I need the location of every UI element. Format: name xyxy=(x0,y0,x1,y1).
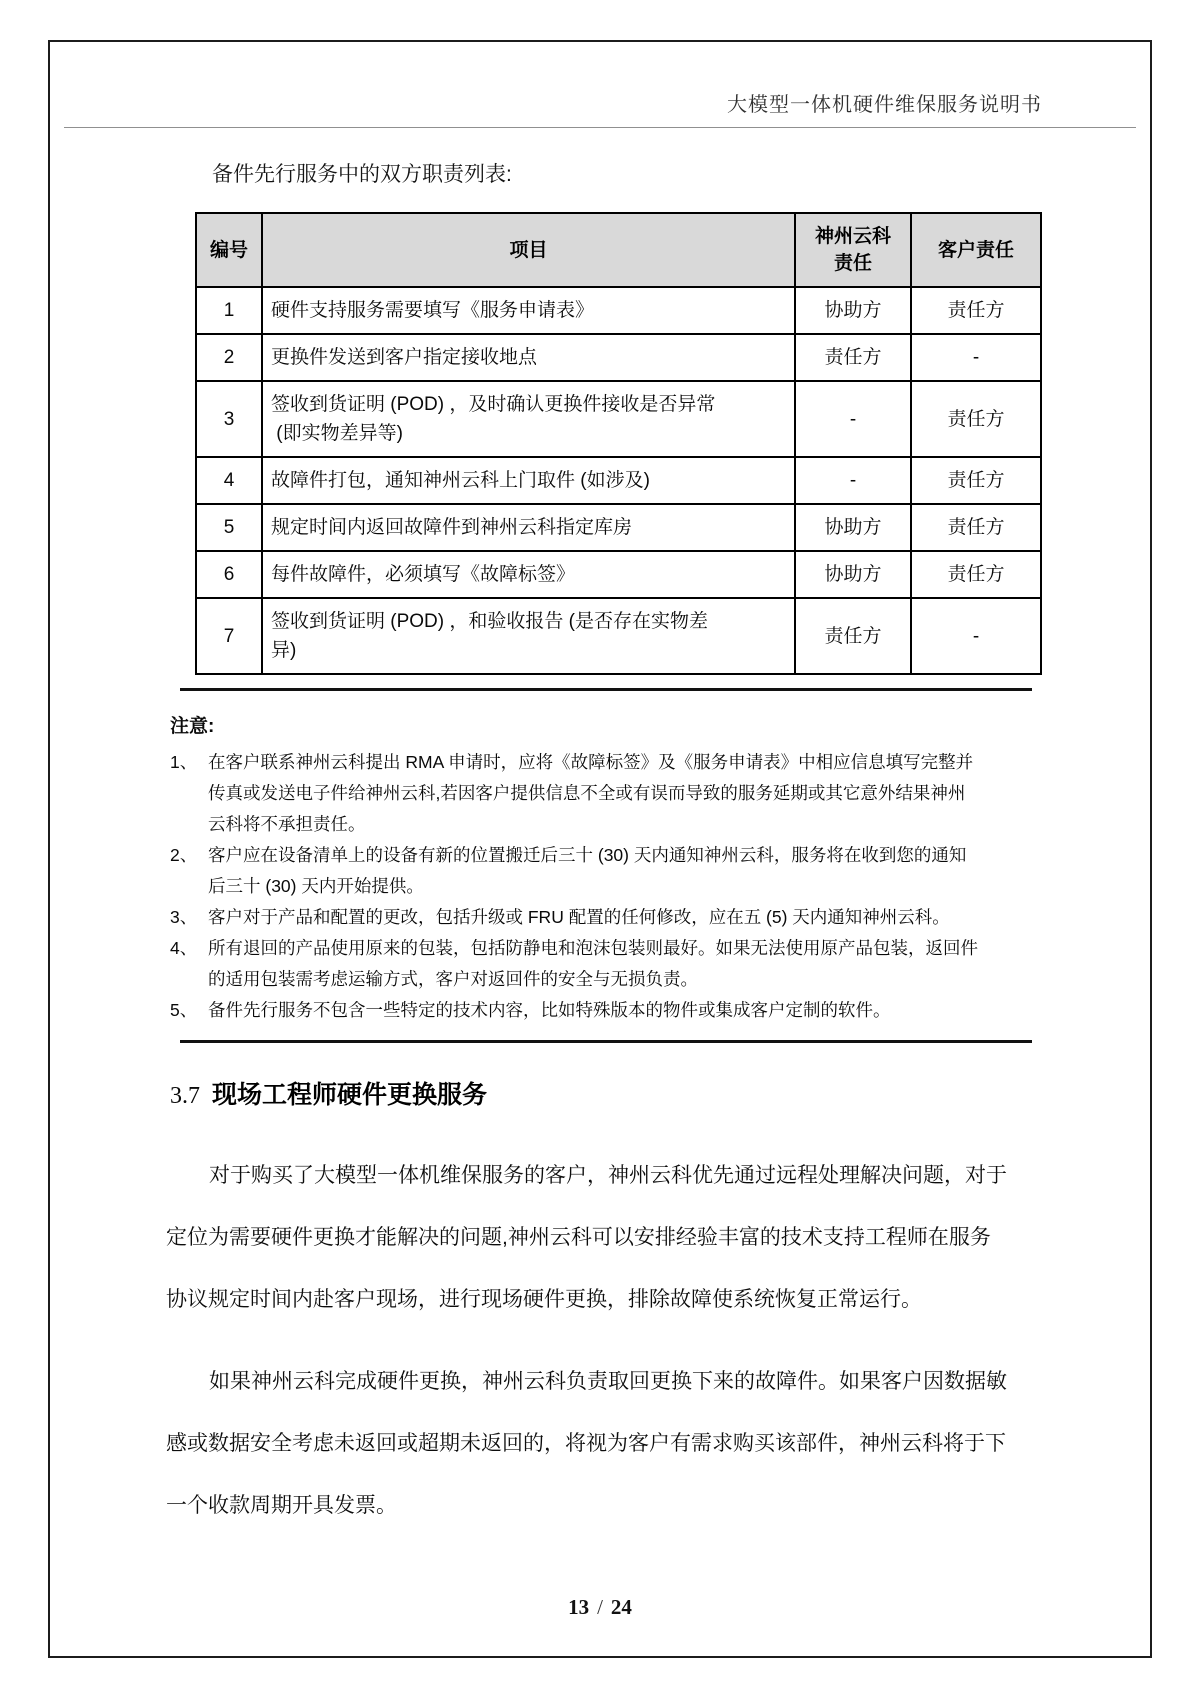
table-row xyxy=(196,598,1041,674)
note-item xyxy=(170,747,1054,840)
note-item xyxy=(170,995,1054,1026)
row-customer-responsibility: 责任方 xyxy=(911,381,1041,457)
section-title: 现场工程师硬件更换服务 xyxy=(212,1081,488,1109)
row-customer-responsibility: 责任方 xyxy=(911,504,1041,551)
row-item: 每件故障件，必须填写《故障标签》 xyxy=(262,551,795,598)
page-number-current: 13 xyxy=(568,1595,590,1619)
row-number: 2 xyxy=(196,334,262,381)
note-text: 客户应在设备清单上的设备有新的位置搬迁后三十 (30) 天内通知神州云科，服务将在收到您的通知 后三十 (30) 天内开始提供。 xyxy=(208,845,967,896)
row-item: 更换件发送到客户指定接收地点 xyxy=(262,334,795,381)
row-dcits-responsibility: 协助方 xyxy=(795,504,911,551)
row-item: 规定时间内返回故障件到神州云科指定库房 xyxy=(262,504,795,551)
row-number: 6 xyxy=(196,551,262,598)
row-dcits-responsibility: 协助方 xyxy=(795,551,911,598)
row-dcits-responsibility: 责任方 xyxy=(795,334,911,381)
note-number: 2、 xyxy=(170,845,198,865)
page-number-separator: / xyxy=(597,1595,603,1619)
note-item xyxy=(170,840,1054,902)
table-row xyxy=(196,504,1041,551)
row-customer-responsibility: 责任方 xyxy=(911,457,1041,504)
row-customer-responsibility: - xyxy=(911,334,1041,381)
note-item xyxy=(170,933,1054,995)
row-number: 5 xyxy=(196,504,262,551)
row-item: 签收到货证明 (POD) ，和验收报告 (是否存在实物差 异) xyxy=(262,598,795,674)
row-customer-responsibility: 责任方 xyxy=(911,287,1041,334)
note-text: 客户对于产品和配置的更改，包括升级或 FRU 配置的任何修改，应在五 (5) 天内通知神州云科。 xyxy=(208,907,950,927)
col-header-customer-responsibility: 客户责任 xyxy=(911,213,1041,287)
header-rule xyxy=(64,127,1136,128)
row-item: 故障件打包，通知神州云科上门取件 (如涉及) xyxy=(262,457,795,504)
row-item: 硬件支持服务需要填写《服务申请表》 xyxy=(262,287,795,334)
section-divider-rule xyxy=(180,688,1032,691)
row-dcits-responsibility: 责任方 xyxy=(795,598,911,674)
row-item: 签收到货证明 (POD) ，及时确认更换件接收是否异常 (即实物差异等) xyxy=(262,381,795,457)
row-dcits-responsibility: 协助方 xyxy=(795,287,911,334)
notes-list xyxy=(50,747,1150,1026)
note-item xyxy=(170,902,1054,933)
col-header-dcits-responsibility: 神州云科 责任 xyxy=(795,213,911,287)
table-row xyxy=(196,551,1041,598)
col-header-number: 编号 xyxy=(196,213,262,287)
body-paragraph: 如果神州云科完成硬件更换，神州云科负责取回更换下来的故障件。如果客户因数据敏 感或数据安全考虑未返回或超期未返回的，将视为客户有需求购买该部件，神州云科将于下 一个收款周期开具发票。 xyxy=(166,1370,1007,1517)
row-customer-responsibility: 责任方 xyxy=(911,551,1041,598)
table-row xyxy=(196,381,1041,457)
page-footer xyxy=(50,1595,1150,1620)
row-number: 1 xyxy=(196,287,262,334)
responsibility-table xyxy=(195,212,1042,675)
row-dcits-responsibility: - xyxy=(795,381,911,457)
section-divider-rule xyxy=(180,1040,1032,1043)
note-number: 3、 xyxy=(170,907,198,927)
table-header-row xyxy=(196,213,1041,287)
note-number: 4、 xyxy=(170,938,198,958)
document-header-title: 大模型一体机硬件维保服务说明书 xyxy=(727,94,1042,116)
row-number: 7 xyxy=(196,598,262,674)
notes-label: 注意: xyxy=(170,716,215,737)
note-number: 1、 xyxy=(170,752,198,772)
table-row xyxy=(196,287,1041,334)
body-paragraph: 对于购买了大模型一体机维保服务的客户，神州云科优先通过远程处理解决问题，对于 定位为需要硬件更换才能解决的问题,神州云科可以安排经验丰富的技术支持工程师在服务 协议规定时间内赴客户现场，进行现场硬件更换，排除故障使系统恢复正常运行。 xyxy=(166,1164,1007,1311)
document-page xyxy=(48,40,1152,1658)
note-text: 在客户联系神州云科提出 RMA 申请时，应将《故障标签》及《服务申请表》中相应信息填写完整并 传真或发送电子件给神州云科,若因客户提供信息不全或有误而导致的服务延期或其它意外结果神州 云科将不承担责任。 xyxy=(208,752,974,834)
page-number-total: 24 xyxy=(610,1595,632,1619)
row-number: 3 xyxy=(196,381,262,457)
note-text: 备件先行服务不包含一些特定的技术内容，比如特殊版本的物件或集成客户定制的软件。 xyxy=(208,1000,891,1020)
row-customer-responsibility: - xyxy=(911,598,1041,674)
table-intro-text: 备件先行服务中的双方职责列表: xyxy=(212,163,512,186)
section-heading xyxy=(170,1075,1150,1111)
table-row xyxy=(196,457,1041,504)
table-row xyxy=(196,334,1041,381)
note-number: 5、 xyxy=(170,1000,198,1020)
section-number: 3.7 xyxy=(170,1083,200,1109)
note-text: 所有退回的产品使用原来的包装，包括防静电和泡沫包装则最好。如果无法使用原产品包装，返回件 的适用包装需考虑运输方式，客户对返回件的安全与无损负责。 xyxy=(208,938,978,989)
row-number: 4 xyxy=(196,457,262,504)
col-header-item: 项目 xyxy=(262,213,795,287)
row-dcits-responsibility: - xyxy=(795,457,911,504)
